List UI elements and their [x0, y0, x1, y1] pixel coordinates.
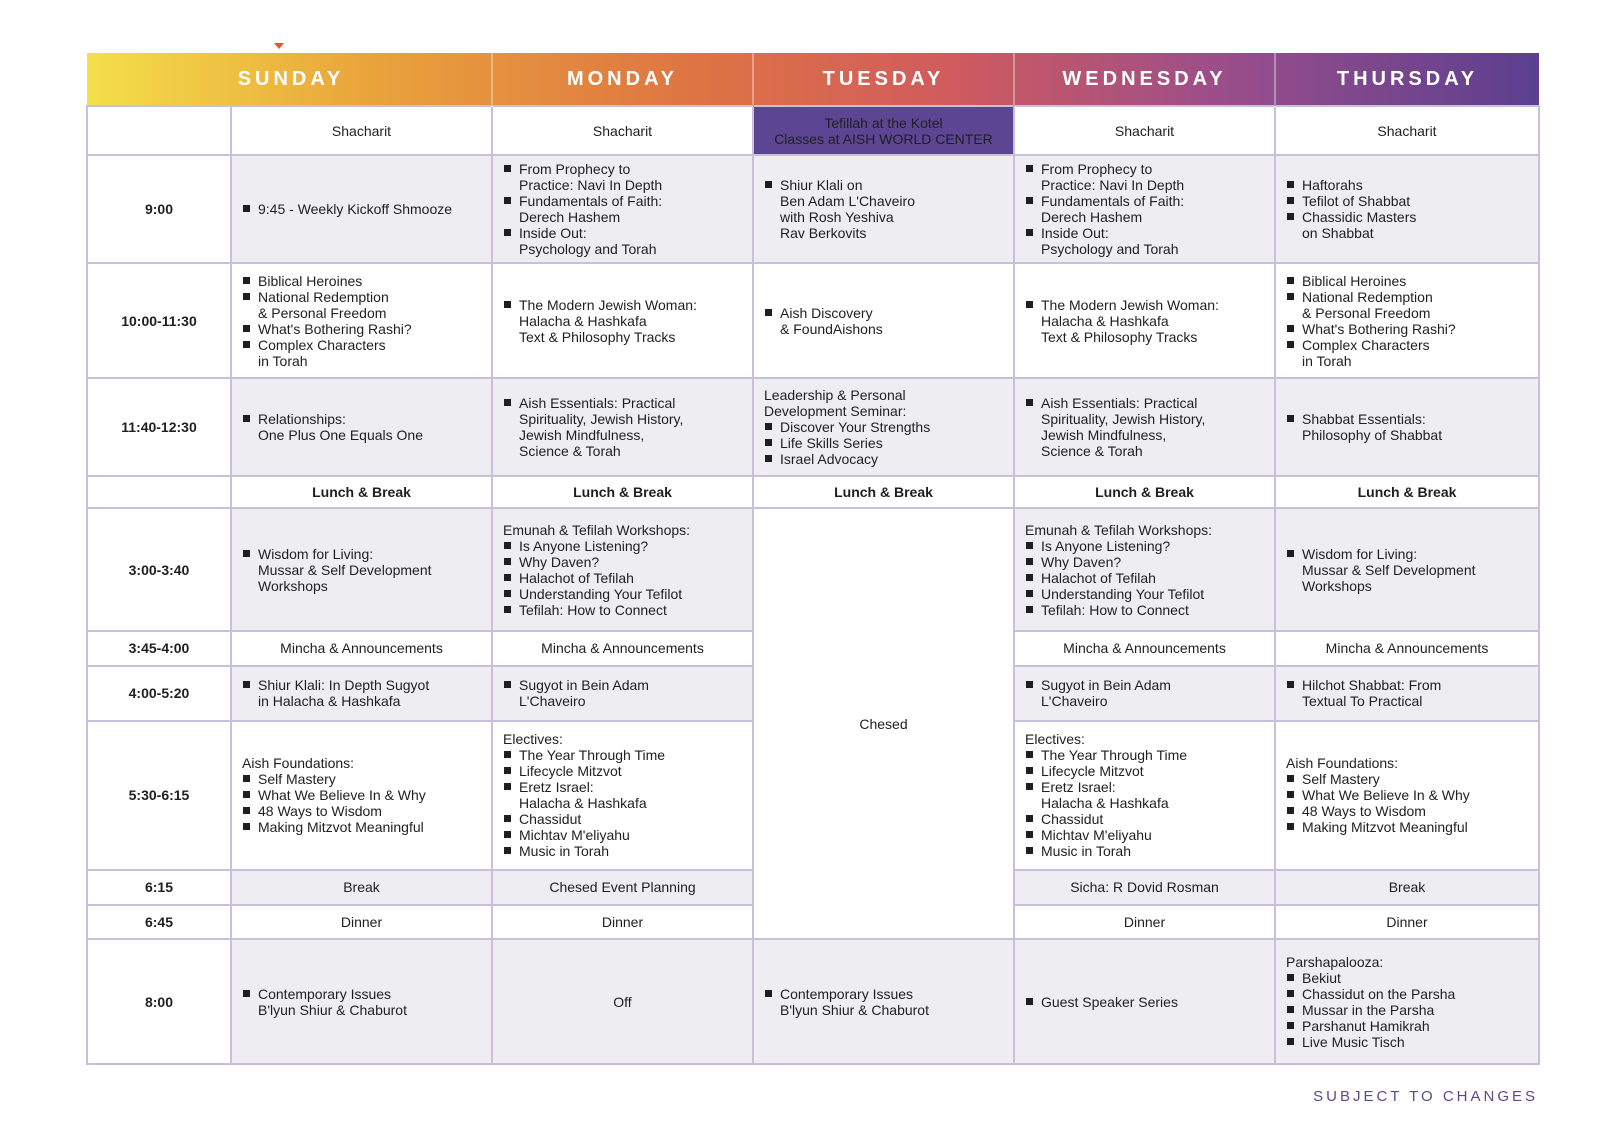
cell-thu-6-15: Break [1275, 870, 1539, 905]
cell-mon-3-00 [492, 508, 753, 631]
list-item: Israel Advocacy [764, 451, 1003, 467]
time-label: 5:30-6:15 [87, 721, 231, 870]
list-item: Michtav M'eliyahu [503, 827, 742, 843]
list-item: National Redemption & Personal Freedom [1286, 289, 1528, 321]
parshapalooza-title: Parshapalooza: [1286, 953, 1384, 970]
list-item: Sugyot in Bein Adam L'Chaveiro [503, 677, 742, 709]
cell-wed-8-00 [1014, 939, 1275, 1064]
bullet-list [242, 677, 481, 709]
kotel-line-1: Tefillah at the Kotel [824, 114, 943, 131]
cell-sun-4-00 [231, 666, 492, 721]
cell-sun-8-00 [231, 939, 492, 1064]
cell-mon-3-45: Mincha & Announcements [492, 631, 753, 666]
cell-wed-3-00 [1014, 508, 1275, 631]
list-item: Contemporary Issues B'lyun Shiur & Chaburot [242, 986, 481, 1018]
bullet-list [1286, 177, 1528, 241]
cell-wed-9-00 [1014, 155, 1275, 263]
cell-mon-11-40 [492, 378, 753, 476]
cell-sun-10-00 [231, 263, 492, 377]
list-item: What We Believe In & Why [1286, 787, 1528, 803]
cell-thu-5-30 [1275, 721, 1539, 870]
list-item: Tefilot of Shabbat [1286, 193, 1528, 209]
bullet-list [242, 771, 481, 835]
cell-wed-3-45: Mincha & Announcements [1014, 631, 1275, 666]
cell-wed-4-00 [1014, 666, 1275, 721]
row-8-00 [87, 939, 1539, 1064]
header-marker-icon [274, 43, 284, 49]
cell-wed-6-15: Sicha: R Dovid Rosman [1014, 870, 1275, 905]
cell-tue-chesed: Chesed [753, 508, 1014, 939]
bullet-list [503, 161, 742, 257]
list-item: Michtav M'eliyahu [1025, 827, 1264, 843]
cell-sun-11-40 [231, 378, 492, 476]
cell-thu-11-40 [1275, 378, 1539, 476]
list-item: From Prophecy to Practice: Navi In Depth [503, 161, 742, 193]
list-item: Inside Out: Psychology and Torah [1025, 225, 1264, 257]
electives-title: Electives: [503, 731, 563, 748]
cell-sun-6-15: Break [231, 870, 492, 905]
time-label: 3:00-3:40 [87, 508, 231, 631]
list-item: Chassidic Masters on Shabbat [1286, 209, 1528, 241]
list-item: Understanding Your Tefilot [1025, 586, 1264, 602]
bullet-list [1286, 970, 1528, 1050]
bullet-list [1025, 395, 1264, 459]
bullet-list [503, 297, 742, 345]
weekly-schedule-table [86, 53, 1540, 1065]
list-item: Shiur Klali on Ben Adam L'Chaveiro with Rosh Yeshiva Rav Berkovits [764, 177, 1003, 241]
foundations-title: Aish Foundations: [1286, 755, 1399, 772]
list-item: Bekiut [1286, 970, 1528, 986]
cell-sun-9-00 [231, 155, 492, 263]
list-item: Biblical Heroines [1286, 273, 1528, 289]
list-item: Live Music Tisch [1286, 1034, 1528, 1050]
day-header-wednesday: WEDNESDAY [1014, 53, 1275, 106]
list-item: Fundamentals of Faith: Derech Hashem [503, 193, 742, 225]
bullet-list [503, 538, 742, 618]
cell-thu-lunch: Lunch & Break [1275, 476, 1539, 509]
time-label: 8:00 [87, 939, 231, 1064]
cell-tue-kotel [753, 106, 1014, 155]
bullet-list [503, 677, 742, 709]
bullet-list [242, 411, 481, 443]
cell-wed-shacharit: Shacharit [1014, 106, 1275, 155]
time-cell [87, 106, 231, 155]
row-shacharit [87, 106, 1539, 155]
list-item: Shiur Klali: In Depth Sugyot in Halacha & Hashkafa [242, 677, 481, 709]
bullet-list [1286, 411, 1528, 443]
cell-thu-8-00 [1275, 939, 1539, 1064]
cell-thu-3-00 [1275, 508, 1539, 631]
cell-sun-shacharit: Shacharit [231, 106, 492, 155]
time-label: 6:15 [87, 870, 231, 905]
list-item: 48 Ways to Wisdom [1286, 803, 1528, 819]
electives-title: Electives: [1025, 731, 1085, 748]
subject-to-changes-note: SUBJECT TO CHANGES [1313, 1088, 1538, 1105]
bullet-list [764, 177, 1003, 241]
day-header-thursday: THURSDAY [1336, 68, 1479, 91]
list-item: Complex Characters in Torah [1286, 337, 1528, 369]
list-item: Self Mastery [242, 771, 481, 787]
time-label: 11:40-12:30 [87, 378, 231, 476]
bullet-list [1025, 161, 1264, 257]
cell-wed-5-30 [1014, 721, 1275, 870]
cell-mon-8-00: Off [492, 939, 753, 1064]
foundations-title: Aish Foundations: [242, 755, 355, 772]
list-item: Haftorahs [1286, 177, 1528, 193]
list-item: The Modern Jewish Woman: Halacha & Hashkafa Text & Philosophy Tracks [503, 297, 742, 345]
list-item: Mussar in the Parsha [1286, 1002, 1528, 1018]
day-header-sunday: SUNDAY [231, 53, 492, 106]
seminar-title: Leadership & Personal Development Seminar: [764, 386, 907, 419]
cell-wed-11-40 [1014, 378, 1275, 476]
list-item: The Year Through Time [1025, 747, 1264, 763]
corner-header [87, 53, 231, 106]
cell-thu-shacharit: Shacharit [1275, 106, 1539, 155]
list-item: Self Mastery [1286, 771, 1528, 787]
list-item: Relationships: One Plus One Equals One [242, 411, 481, 443]
list-item: Making Mitzvot Meaningful [1286, 819, 1528, 835]
list-item: Guest Speaker Series [1025, 994, 1264, 1010]
time-cell [87, 476, 231, 509]
list-item: Parshanut Hamikrah [1286, 1018, 1528, 1034]
list-item: Eretz Israel: Halacha & Hashkafa [1025, 779, 1264, 811]
list-item: Music in Torah [1025, 843, 1264, 859]
bullet-list [242, 273, 481, 369]
list-item: Is Anyone Listening? [1025, 538, 1264, 554]
cell-thu-4-00 [1275, 666, 1539, 721]
list-item: Wisdom for Living: Mussar & Self Development Workshops [1286, 546, 1528, 594]
cell-sun-3-45: Mincha & Announcements [231, 631, 492, 666]
workshops-title: Emunah & Tefilah Workshops: [503, 521, 691, 538]
list-item: Aish Essentials: Practical Spirituality, Jewish History, Jewish Mindfulness, Science & Torah [1025, 395, 1264, 459]
bullet-list [242, 201, 481, 217]
row-10-00 [87, 263, 1539, 377]
bullet-list [1286, 771, 1528, 835]
bullet-list [1025, 747, 1264, 859]
cell-mon-9-00 [492, 155, 753, 263]
cell-tue-lunch: Lunch & Break [753, 476, 1014, 509]
cell-thu-9-00 [1275, 155, 1539, 263]
list-item: National Redemption & Personal Freedom [242, 289, 481, 321]
list-item: What's Bothering Rashi? [1286, 321, 1528, 337]
list-item: Inside Out: Psychology and Torah [503, 225, 742, 257]
list-item: Life Skills Series [764, 435, 1003, 451]
list-item: Chassidut on the Parsha [1286, 986, 1528, 1002]
bullet-list [503, 747, 742, 859]
list-item: Complex Characters in Torah [242, 337, 481, 369]
time-label: 10:00-11:30 [87, 263, 231, 377]
list-item: Eretz Israel: Halacha & Hashkafa [503, 779, 742, 811]
list-item: Understanding Your Tefilot [503, 586, 742, 602]
list-item: Biblical Heroines [242, 273, 481, 289]
bullet-list [764, 986, 1003, 1018]
cell-sun-6-45: Dinner [231, 905, 492, 940]
cell-thu-10-00 [1275, 263, 1539, 377]
bullet-list [1286, 677, 1528, 709]
bullet-list [503, 395, 742, 459]
list-item: Aish Essentials: Practical Spirituality, Jewish History, Jewish Mindfulness, Science & Torah [503, 395, 742, 459]
list-item: The Modern Jewish Woman: Halacha & Hashkafa Text & Philosophy Tracks [1025, 297, 1264, 345]
list-item: 48 Ways to Wisdom [242, 803, 481, 819]
bullet-list [764, 419, 1003, 467]
list-item: Hilchot Shabbat: From Textual To Practical [1286, 677, 1528, 709]
list-item: Aish Discovery & FoundAishons [764, 305, 1003, 337]
list-item: 9:45 - Weekly Kickoff Shmooze [242, 201, 481, 217]
cell-tue-11-40 [753, 378, 1014, 476]
bullet-list [1025, 994, 1264, 1010]
cell-mon-5-30 [492, 721, 753, 870]
list-item: What We Believe In & Why [242, 787, 481, 803]
cell-mon-lunch: Lunch & Break [492, 476, 753, 509]
kotel-line-2: Classes at AISH WORLD CENTER [774, 130, 993, 147]
time-label: 9:00 [87, 155, 231, 263]
time-label: 4:00-5:20 [87, 666, 231, 721]
cell-sun-3-00 [231, 508, 492, 631]
list-item: Discover Your Strengths [764, 419, 1003, 435]
row-11-40 [87, 378, 1539, 476]
cell-thu-3-45: Mincha & Announcements [1275, 631, 1539, 666]
cell-sun-lunch: Lunch & Break [231, 476, 492, 509]
bullet-list [242, 986, 481, 1018]
bullet-list [242, 546, 481, 594]
bullet-list [1025, 297, 1264, 345]
list-item: Wisdom for Living: Mussar & Self Development Workshops [242, 546, 481, 594]
list-item: Why Daven? [503, 554, 742, 570]
bullet-list [1025, 677, 1264, 709]
cell-mon-4-00 [492, 666, 753, 721]
bullet-list [1286, 546, 1528, 594]
cell-mon-shacharit: Shacharit [492, 106, 753, 155]
bullet-list [1025, 538, 1264, 618]
cell-thu-6-45: Dinner [1275, 905, 1539, 940]
cell-sun-5-30 [231, 721, 492, 870]
cell-mon-10-00 [492, 263, 753, 377]
day-header-row [87, 53, 1539, 106]
bullet-list [764, 305, 1003, 337]
cell-tue-10-00 [753, 263, 1014, 377]
cell-mon-6-15: Chesed Event Planning [492, 870, 753, 905]
cell-wed-lunch: Lunch & Break [1014, 476, 1275, 509]
day-header-tuesday: TUESDAY [753, 53, 1014, 106]
cell-wed-6-45: Dinner [1014, 905, 1275, 940]
list-item: Tefilah: How to Connect [503, 602, 742, 618]
list-item: Is Anyone Listening? [503, 538, 742, 554]
list-item: Why Daven? [1025, 554, 1264, 570]
list-item: Making Mitzvot Meaningful [242, 819, 481, 835]
list-item: Sugyot in Bein Adam L'Chaveiro [1025, 677, 1264, 709]
day-header-monday: MONDAY [492, 53, 753, 106]
list-item: Music in Torah [503, 843, 742, 859]
workshops-title: Emunah & Tefilah Workshops: [1025, 521, 1213, 538]
list-item: Halachot of Tefilah [1025, 570, 1264, 586]
cell-wed-10-00 [1014, 263, 1275, 377]
list-item: The Year Through Time [503, 747, 742, 763]
row-3-00 [87, 508, 1539, 631]
list-item: Lifecycle Mitzvot [1025, 763, 1264, 779]
list-item: What's Bothering Rashi? [242, 321, 481, 337]
list-item: Fundamentals of Faith: Derech Hashem [1025, 193, 1264, 225]
time-label: 6:45 [87, 905, 231, 940]
list-item: Chassidut [1025, 811, 1264, 827]
cell-mon-6-45: Dinner [492, 905, 753, 940]
list-item: Contemporary Issues B'lyun Shiur & Chaburot [764, 986, 1003, 1018]
list-item: Shabbat Essentials: Philosophy of Shabbat [1286, 411, 1528, 443]
list-item: Tefilah: How to Connect [1025, 602, 1264, 618]
cell-tue-8-00 [753, 939, 1014, 1064]
row-lunch [87, 476, 1539, 509]
list-item: From Prophecy to Practice: Navi In Depth [1025, 161, 1264, 193]
list-item: Chassidut [503, 811, 742, 827]
list-item: Lifecycle Mitzvot [503, 763, 742, 779]
bullet-list [1286, 273, 1528, 369]
time-label: 3:45-4:00 [87, 631, 231, 666]
row-9-00 [87, 155, 1539, 263]
list-item: Halachot of Tefilah [503, 570, 742, 586]
cell-tue-9-00 [753, 155, 1014, 263]
